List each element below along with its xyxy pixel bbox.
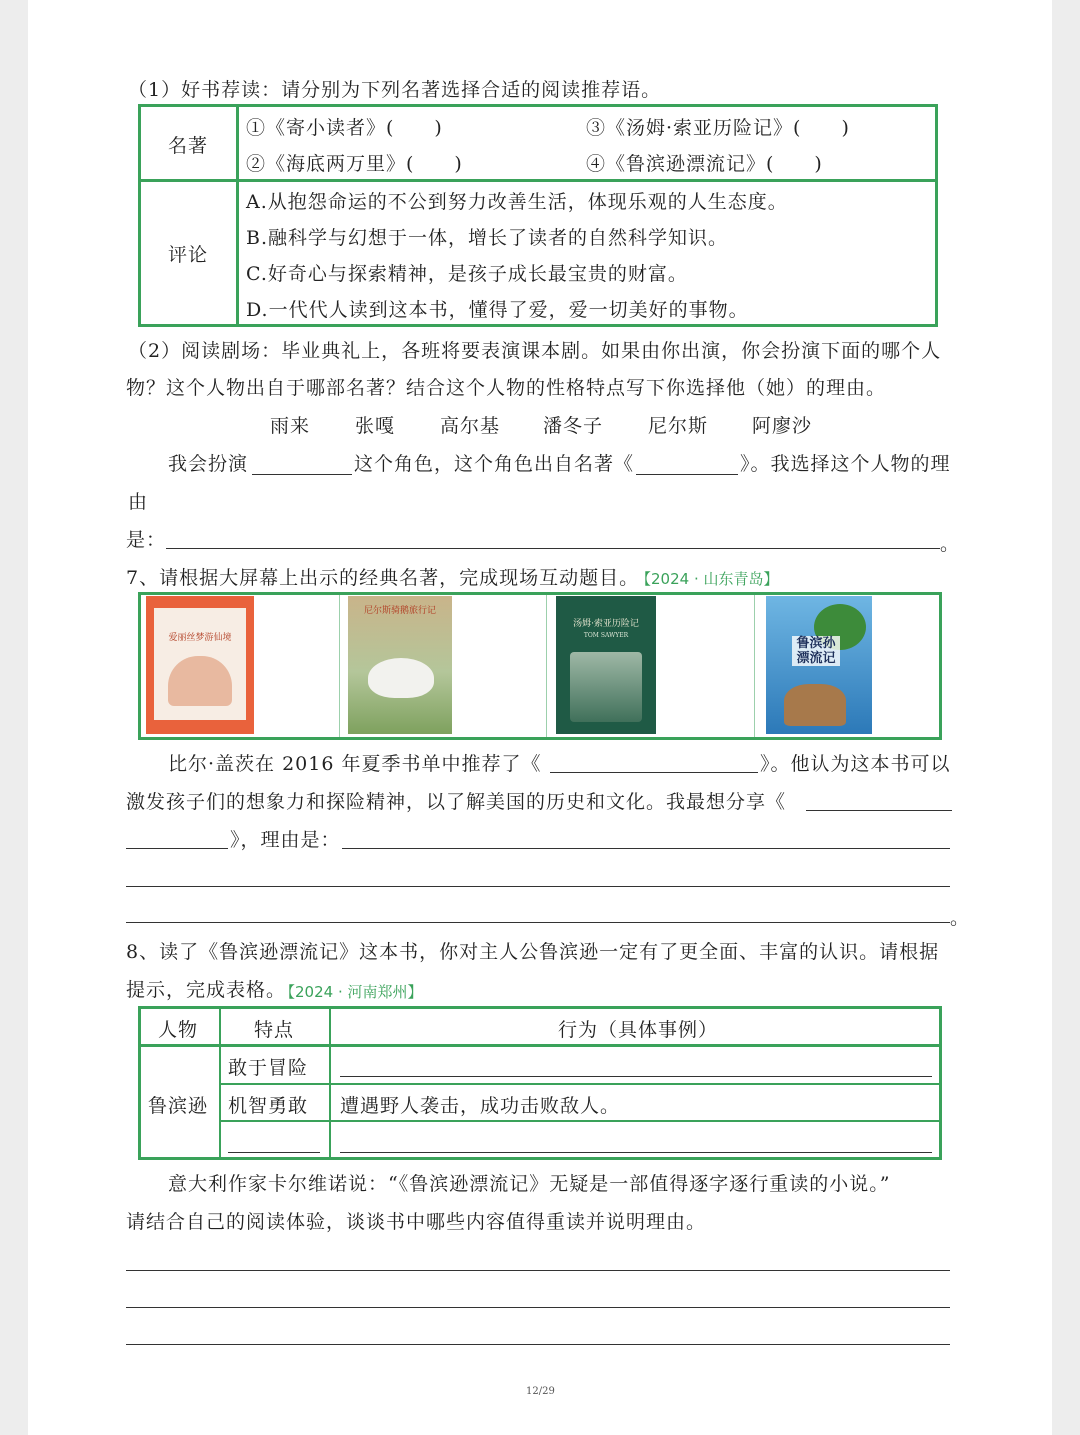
reread-answer-line-1[interactable]: [126, 1270, 950, 1271]
comment-b: B.融科学与幻想于一体，增长了读者的自然科学知识。: [246, 227, 729, 249]
q7-line1-a: 比尔·盖茨在 2016 年夏季书单中推荐了《: [168, 753, 542, 775]
row-header-works: 名著: [168, 135, 209, 157]
comment-d: D.一代代人读到这本书，懂得了爱，爱一切美好的事物。: [246, 299, 749, 321]
q7-line2-a: 激发孩子们的想象力和探险精神，以了解美国的历史和文化。我最想分享《: [126, 791, 787, 813]
character-zhangga: 张嘎: [355, 415, 396, 437]
character-pandongzi: 潘冬子: [543, 415, 604, 437]
q7-line3-a: 》，理由是：: [230, 829, 341, 851]
fill-label-role: 我会扮演: [168, 453, 249, 475]
reread-answer-line-2[interactable]: [126, 1307, 950, 1308]
reread-prompt: 请结合自己的阅读体验，谈谈书中哪些内容值得重读并说明理由。: [126, 1211, 707, 1233]
fill-label-reason-cont: 由: [128, 491, 149, 513]
share-book-answer-line-a[interactable]: [806, 810, 952, 811]
role-answer-line[interactable]: [252, 474, 352, 475]
book-option-2[interactable]: ②《海底两万里》( ): [246, 153, 463, 175]
q7-source-tag: 【2024 · 山东青岛】: [636, 570, 779, 588]
q6-part2-line2: 物？这个人物出自于哪部名著？结合这个人物的性格特点写下你选择他（她）的理由。: [126, 377, 887, 399]
q7-end-mark: 。: [950, 907, 971, 929]
tom-subtitle: TOM SAWYER: [583, 632, 629, 639]
header-trait: 特点: [254, 1019, 295, 1041]
book-cover-alice: [146, 596, 254, 734]
q8-source-tag: 【2024 · 河南郑州】: [280, 983, 423, 1001]
book-cover-robinson: [766, 596, 872, 734]
book-cover-tom: [556, 596, 656, 734]
alice-title: 爱丽丝梦游仙境: [168, 633, 232, 643]
q7-reason-line-1[interactable]: [342, 848, 950, 849]
action-2-text: 遭遇野人袭击，成功击败敌人。: [340, 1095, 621, 1117]
trait-adventurous: 敢于冒险: [228, 1057, 309, 1079]
tom-illustration: [570, 652, 642, 722]
book-option-3[interactable]: ③《汤姆·索亚历险记》( ): [586, 117, 850, 139]
book-option-4[interactable]: ④《鲁滨逊漂流记》( ): [586, 153, 823, 175]
goose-illustration: [368, 658, 434, 698]
person-robinson: 鲁滨逊: [148, 1095, 209, 1117]
q7-line1-b: 》。他认为这本书可以: [760, 753, 951, 775]
character-gaoerji: 高尔基: [440, 415, 501, 437]
comment-c: C.好奇心与探索精神，是孩子成长最宝贵的财富。: [246, 263, 688, 285]
header-action: 行为（具体事例）: [558, 1019, 719, 1041]
trait-answer-line[interactable]: [228, 1152, 320, 1153]
page-number: 12/29: [526, 1386, 555, 1397]
gates-book-answer-line[interactable]: [550, 772, 758, 773]
share-book-answer-line-b[interactable]: [126, 848, 228, 849]
row-header-comments: 评论: [168, 244, 209, 266]
end-mark: 。: [940, 533, 961, 555]
comment-a: A.从抱怨命运的不公到努力改善生活，体现乐观的人生态度。: [246, 191, 788, 213]
tom-title: 汤姆·索亚历险记: [573, 619, 639, 629]
alice-illustration: [168, 656, 232, 706]
fill-label-reason: 》。我选择这个人物的理: [740, 453, 951, 475]
fill-label-source: 这个角色，这个角色出自名著《: [354, 453, 635, 475]
robinson-title: 鲁滨孙漂流记: [792, 636, 840, 666]
q6-part2-line1: （2）阅读剧场：毕业典礼上，各班将要表演课本剧。如果由你出演，你会扮演下面的哪个人: [128, 340, 942, 362]
q7-prompt: 7、请根据大屏幕上出示的经典名著，完成现场互动题目。: [126, 567, 640, 589]
character-aliaosha: 阿廖沙: [752, 415, 813, 437]
action-3-answer-line[interactable]: [340, 1152, 932, 1153]
trait-brave: 机智勇敢: [228, 1095, 309, 1117]
book-option-1[interactable]: ①《寄小读者》( ): [246, 117, 443, 139]
q8-line1: 8、读了《鲁滨逊漂流记》这本书，你对主人公鲁滨逊一定有了更全面、丰富的认识。请根据: [126, 941, 940, 963]
source-answer-line[interactable]: [636, 474, 738, 475]
reread-answer-line-3[interactable]: [126, 1344, 950, 1345]
fill-label-reason-is: 是：: [126, 529, 167, 551]
nils-title: 尼尔斯骑鹅旅行记: [363, 606, 436, 616]
calvino-quote: 意大利作家卡尔维诺说：“《鲁滨逊漂流记》无疑是一部值得逐字逐行重读的小说。”: [168, 1173, 891, 1195]
reason-answer-line[interactable]: [166, 548, 940, 549]
character-niersi: 尼尔斯: [648, 415, 709, 437]
action-1-answer-line[interactable]: [340, 1076, 932, 1077]
q6-part1-prompt: （1）好书荐读：请分别为下列名著选择合适的阅读推荐语。: [128, 79, 662, 101]
header-person: 人物: [158, 1019, 199, 1041]
q8-line2: 提示，完成表格。: [126, 979, 287, 1001]
book-cover-nils: [348, 596, 452, 734]
character-yulai: 雨来: [270, 415, 311, 437]
worksheet-page: [28, 0, 1052, 1435]
robinson-illustration: [784, 684, 846, 726]
q7-reason-line-2[interactable]: [126, 886, 950, 887]
q7-reason-line-3[interactable]: [126, 922, 950, 923]
